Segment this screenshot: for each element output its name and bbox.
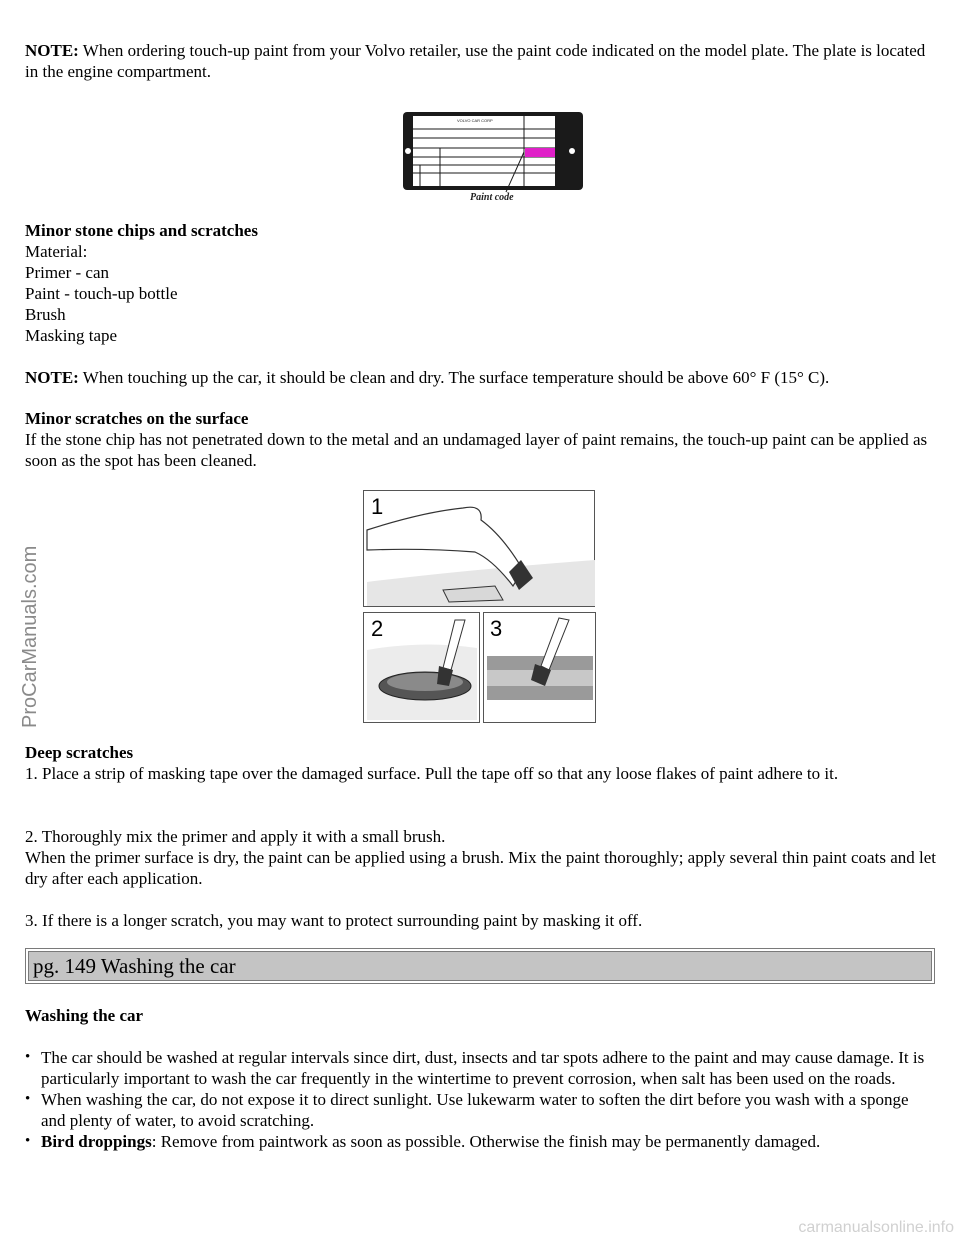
note-surface-temp bbox=[25, 367, 937, 388]
model-plate-illustration bbox=[402, 110, 584, 202]
surface-scratches-heading: Minor scratches on the surface bbox=[25, 409, 249, 428]
bird-droppings-text: : Remove from paintwork as soon as possible. Otherwise the finish may be permanently damaged. bbox=[151, 1132, 821, 1151]
material-line: Masking tape bbox=[25, 326, 118, 345]
washing-heading-block bbox=[25, 1005, 937, 1026]
list-item: • The car should be washed at regular intervals since dirt, dust, insects and tar spots adhere to the paint and may cause damage. It is particularly important to wash the car frequently in the wintertime to prevent corrosion, when salt has been used on the roads. bbox=[25, 1047, 937, 1089]
section-header-bar bbox=[25, 948, 935, 984]
model-plate-figure bbox=[402, 110, 584, 207]
stone-chips-section bbox=[25, 220, 937, 346]
side-watermark-text: ProCarManuals.com bbox=[19, 545, 41, 728]
note-text: When touching up the car, it should be clean and dry. The surface temperature should be above 60° F (15° C). bbox=[78, 368, 830, 387]
material-line: Primer - can bbox=[25, 263, 110, 282]
section-title: pg. 149 Washing the car bbox=[28, 951, 932, 981]
plate-corp-text: VOLVO CAR CORP bbox=[457, 118, 493, 123]
list-item bbox=[25, 1131, 937, 1152]
note-paint-code bbox=[25, 40, 937, 82]
deep-step-2-detail: When the primer surface is dry, the paint can be applied using a brush. Mix the paint thoroughly; apply several thin paint coats and let dry after each application. bbox=[25, 848, 936, 888]
deep-step-1: 1. Place a strip of masking tape over the damaged surface. Pull the tape off so that any loose flakes of paint adhere to it. bbox=[25, 764, 839, 783]
note-text: When ordering touch-up paint from your Volvo retailer, use the paint code indicated on the model plate. The plate is located in the engine compartment. bbox=[25, 41, 926, 81]
material-line: Brush bbox=[25, 305, 66, 324]
deep-step-3: 3. If there is a longer scratch, you may want to protect surrounding paint by masking it off. bbox=[25, 911, 643, 930]
step-number-3: 3 bbox=[490, 616, 503, 641]
washing-heading: Washing the car bbox=[25, 1006, 144, 1025]
stone-chips-heading: Minor stone chips and scratches bbox=[25, 221, 258, 240]
step-number-1: 1 bbox=[371, 494, 384, 519]
material-line: Material: bbox=[25, 242, 88, 261]
touch-up-steps-illustration bbox=[363, 490, 597, 724]
bottom-watermark: carmanualsonline.info bbox=[798, 1219, 954, 1236]
note-label: NOTE: bbox=[25, 368, 79, 387]
bird-droppings-label: Bird droppings bbox=[41, 1132, 152, 1151]
list-item: • When washing the car, do not expose it to direct sunlight. Use lukewarm water to soften the dirt before you wash with a sponge and plenty of water, to avoid scratching. bbox=[25, 1089, 937, 1131]
deep-step-2: 2. Thoroughly mix the primer and apply it with a small brush. bbox=[25, 827, 446, 846]
side-watermark bbox=[14, 512, 54, 732]
touch-up-steps-figure bbox=[363, 490, 597, 729]
surface-scratches-text: If the stone chip has not penetrated down to the metal and an undamaged layer of paint remains, the touch-up paint can be applied as soon as the spot has been cleaned. bbox=[25, 430, 928, 470]
note-label: NOTE: bbox=[25, 41, 79, 60]
deep-step-2-block bbox=[25, 826, 937, 889]
surface-scratches-section bbox=[25, 408, 937, 471]
deep-step-3-block bbox=[25, 910, 937, 931]
washing-list bbox=[25, 1047, 937, 1152]
deep-scratches-section bbox=[25, 742, 937, 784]
step-number-2: 2 bbox=[371, 616, 384, 641]
paint-code-caption: Paint code bbox=[470, 192, 514, 202]
material-line: Paint - touch-up bottle bbox=[25, 284, 178, 303]
deep-scratches-heading: Deep scratches bbox=[25, 743, 134, 762]
paint-code-highlight bbox=[525, 148, 555, 157]
